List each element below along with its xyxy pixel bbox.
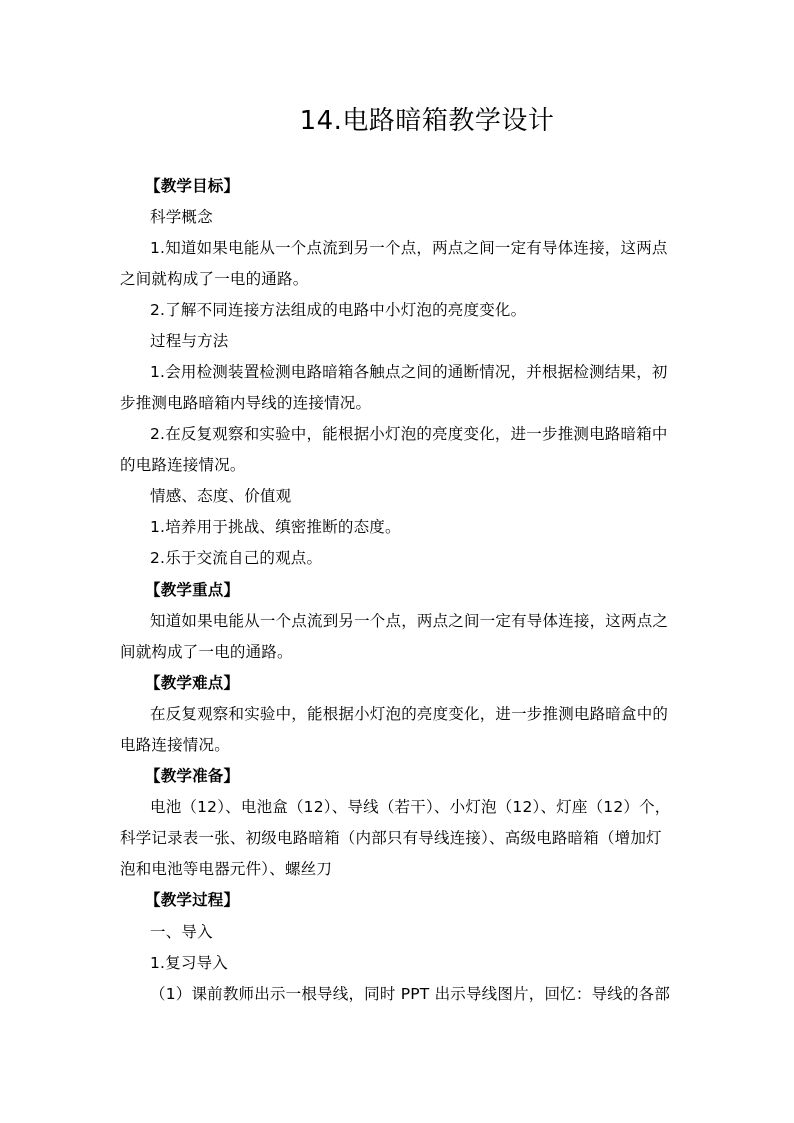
paragraph-line: 电池（12）、电池盒（12）、导线（若干）、小灯泡（12）、灯座（12）个， bbox=[150, 798, 671, 816]
paragraph-line: 1.会用检测装置检测电路暗箱各触点之间的通断情况，并根据检测结果，初 bbox=[150, 363, 668, 381]
paragraph-line: 知道如果电能从一个点流到另一个点，两点之间一定有导体连接，这两点之 bbox=[150, 612, 669, 630]
paragraph-line: 步推测电路暗箱内导线的连接情况。 bbox=[120, 394, 372, 412]
subheading-introduction: 一、导入 bbox=[150, 923, 213, 941]
subheading-attitude: 情感、态度、价值观 bbox=[150, 487, 292, 505]
section-heading-key-points: 【教学重点】 bbox=[145, 581, 240, 599]
paragraph-line: 1.复习导入 bbox=[150, 954, 228, 972]
subheading-science-concept: 科学概念 bbox=[150, 208, 213, 226]
paragraph-line: 电路连接情况。 bbox=[120, 736, 230, 754]
paragraph-line: 间就构成了一电的通路。 bbox=[120, 643, 293, 661]
paragraph-line: 2.了解不同连接方法组成的电路中小灯泡的亮度变化。 bbox=[150, 301, 527, 319]
paragraph-line: 1.培养用于挑战、缜密推断的态度。 bbox=[150, 518, 401, 536]
paragraph-line: 之间就构成了一电的通路。 bbox=[120, 270, 309, 288]
section-heading-process: 【教学过程】 bbox=[145, 891, 240, 909]
document-title: 14.电路暗箱教学设计 bbox=[299, 106, 555, 136]
section-heading-objectives: 【教学目标】 bbox=[145, 177, 240, 195]
paragraph-line: 1.知道如果电能从一个点流到另一个点，两点之间一定有导体连接，这两点 bbox=[150, 239, 668, 257]
paragraph-line: 的电路连接情况。 bbox=[120, 456, 246, 474]
section-heading-difficulties: 【教学难点】 bbox=[145, 674, 240, 692]
section-heading-preparation: 【教学准备】 bbox=[145, 767, 240, 785]
paragraph-line: 科学记录表一张、初级电路暗箱（内部只有导线连接）、高级电路暗箱（增加灯 bbox=[120, 829, 662, 847]
paragraph-line: （1）课前教师出示一根导线，同时 PPT 出示导线图片，回忆：导线的各部 bbox=[150, 985, 671, 1003]
paragraph-line: 2.乐于交流自己的观点。 bbox=[150, 549, 323, 567]
subheading-process-method: 过程与方法 bbox=[150, 332, 229, 350]
paragraph-line: 泡和电池等电器元件）、螺丝刀 bbox=[120, 860, 333, 878]
paragraph-line: 2.在反复观察和实验中，能根据小灯泡的亮度变化，进一步推测电路暗箱中 bbox=[150, 425, 668, 443]
paragraph-line: 在反复观察和实验中，能根据小灯泡的亮度变化，进一步推测电路暗盒中的 bbox=[150, 705, 669, 723]
